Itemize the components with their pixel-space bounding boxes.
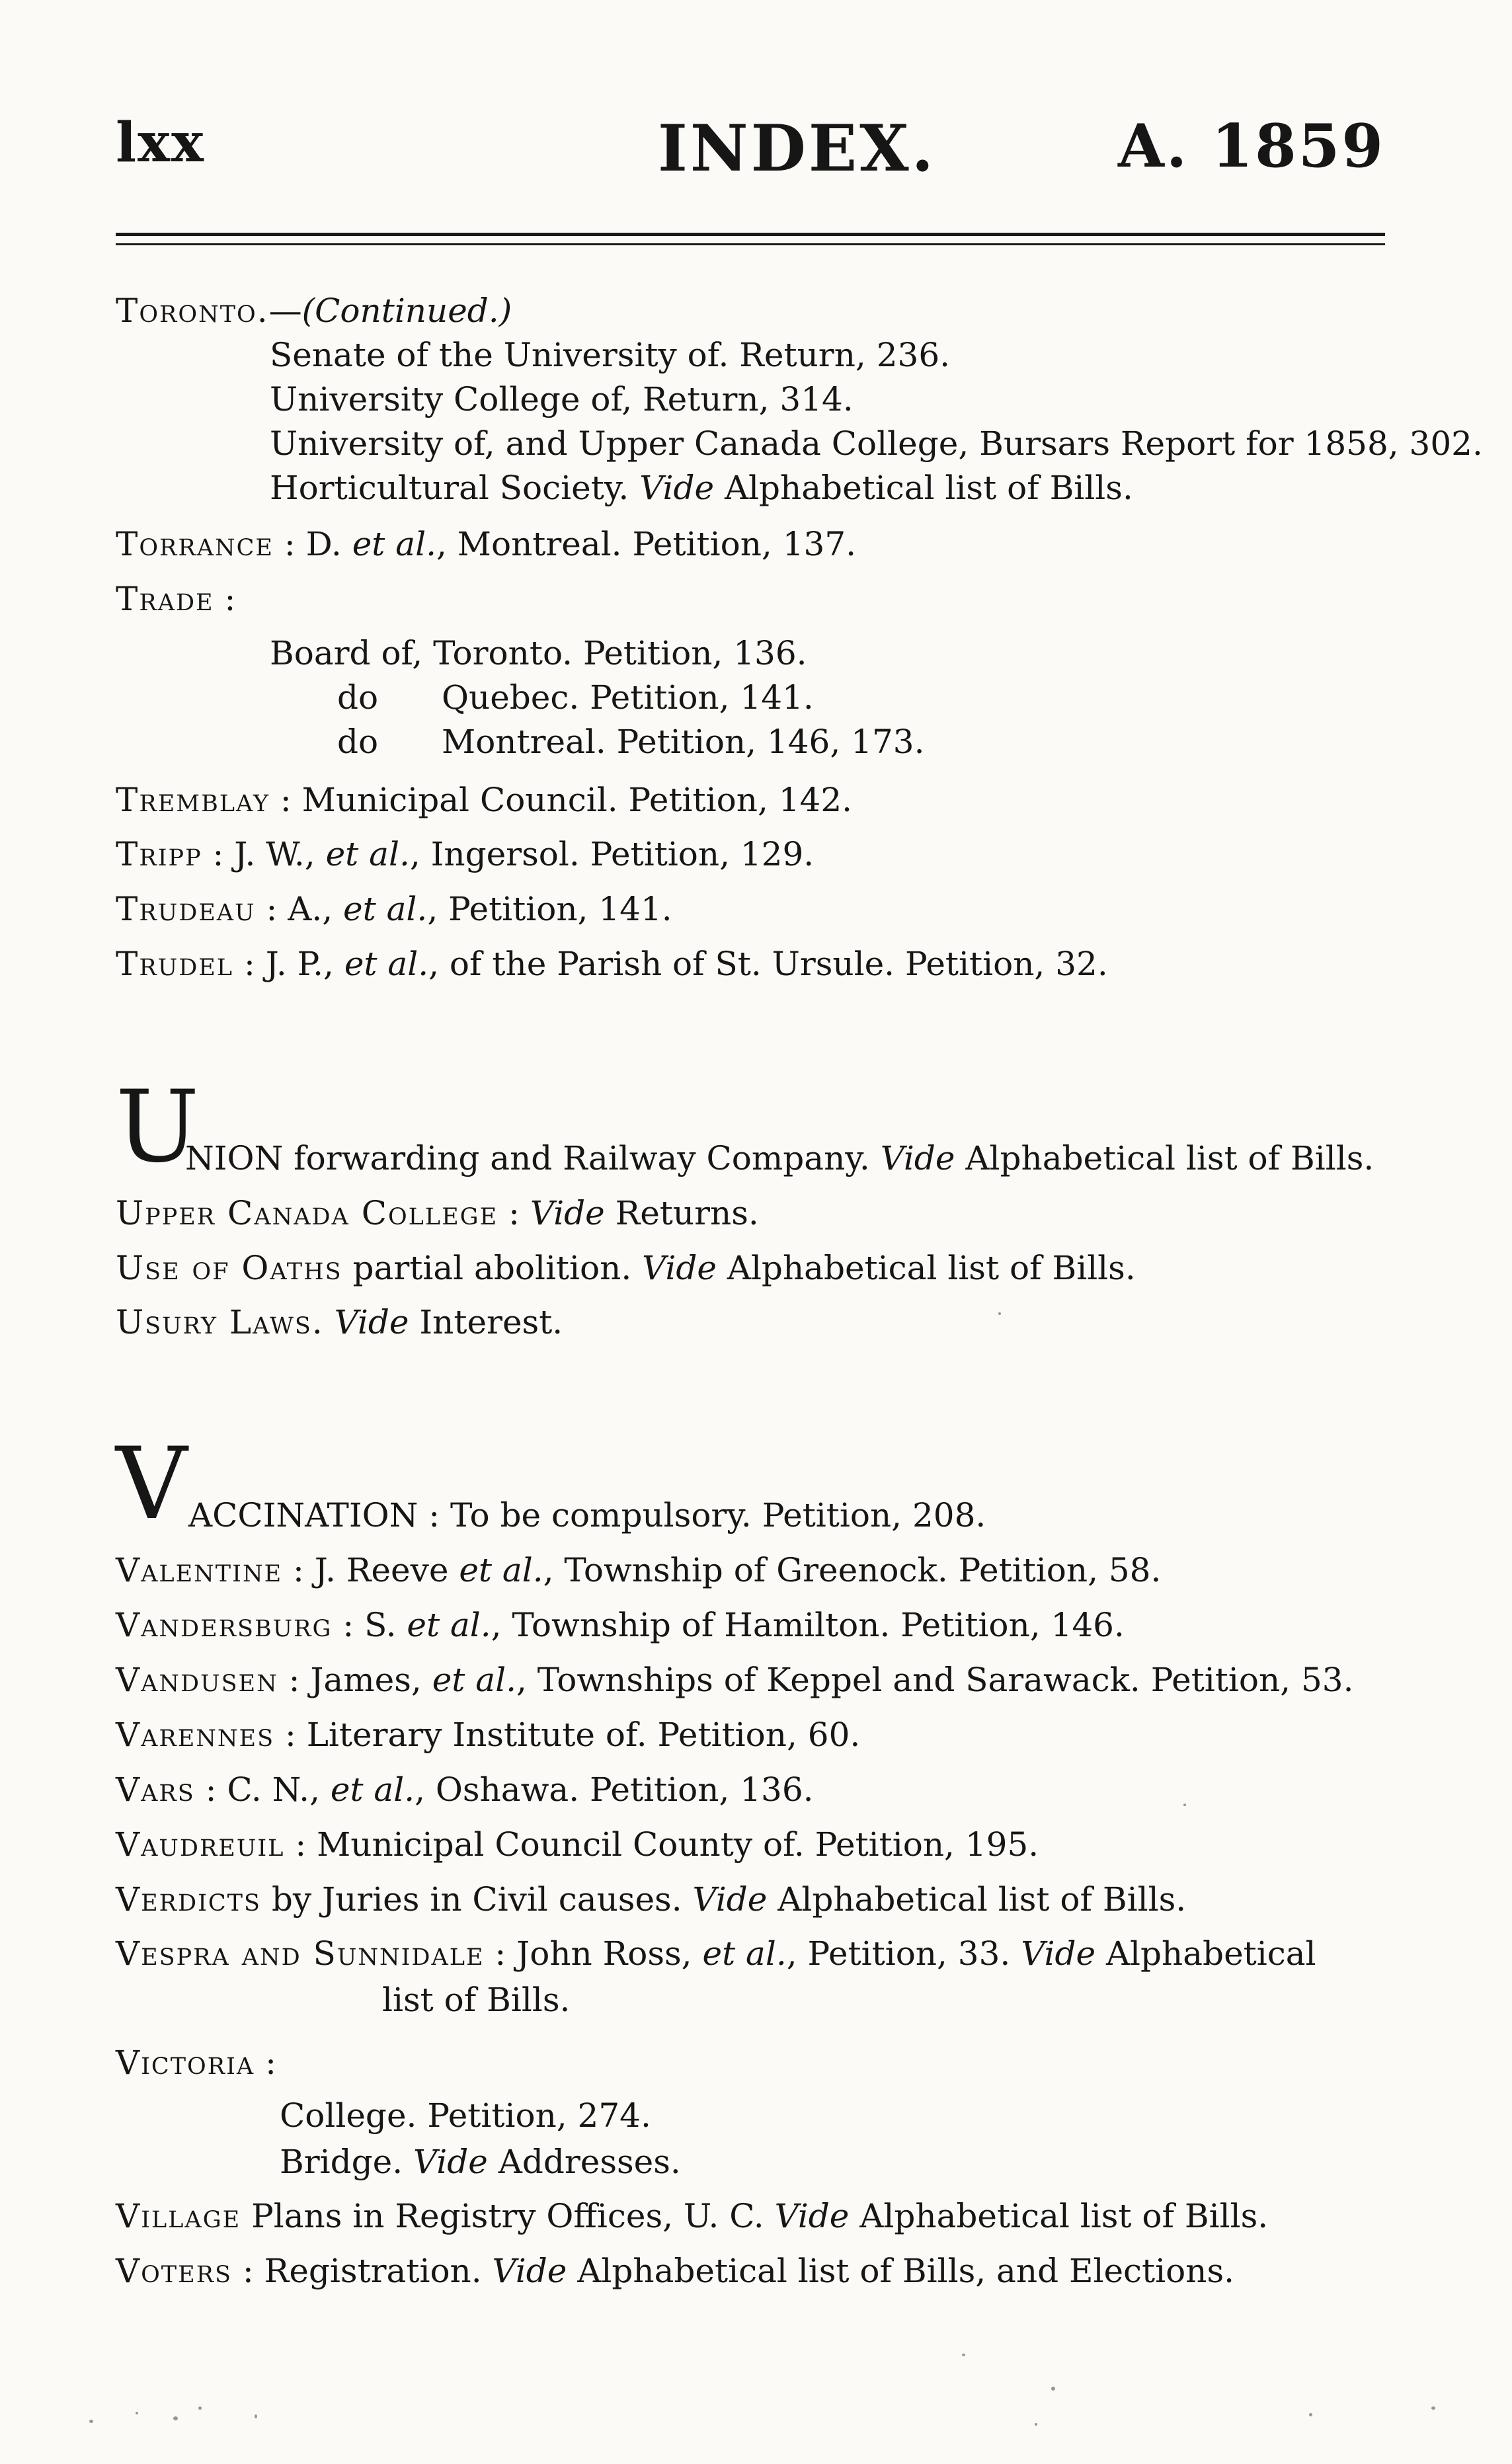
- sub-text: Bridge.: [280, 2143, 414, 2181]
- entry-continuation: list of Bills.: [382, 1981, 571, 2019]
- scan-speck: [1051, 2387, 1055, 2391]
- vide-ref: Vide: [692, 1880, 768, 1919]
- entry-head: Victoria: [116, 2044, 255, 2082]
- entry-sep: :: [214, 580, 236, 618]
- vide-ref: Vide: [774, 2197, 850, 2235]
- et-al: et al.: [325, 835, 410, 873]
- index-entry-torrance: [116, 524, 856, 564]
- sub-entry: [280, 2142, 681, 2182]
- entry-sep: :: [255, 2044, 276, 2082]
- entry-head: Vandusen: [116, 1661, 278, 1699]
- vide-ref: Vide: [639, 469, 715, 507]
- sub-entry: College. Petition, 274.: [280, 2096, 651, 2135]
- sub-text: Addresses.: [487, 2143, 681, 2181]
- entry-head: Village: [116, 2197, 241, 2235]
- entry-sep: :: [273, 525, 306, 563]
- index-entry-tripp: [116, 834, 814, 874]
- sub-text: Horticultural Society.: [270, 469, 640, 507]
- entry-head: Varennes: [116, 1716, 275, 1754]
- entry-text: A.,: [288, 890, 344, 928]
- sub-entry: Montreal. Petition, 146, 173.: [442, 723, 925, 761]
- header-rule-thin: [116, 243, 1385, 245]
- ditto-mark: do: [337, 678, 379, 717]
- entry-sep: :: [232, 2252, 264, 2290]
- scan-speck: [998, 1312, 1001, 1315]
- entry-text: by Juries in Civil causes.: [261, 1880, 693, 1919]
- entry-head: Vandersburg: [116, 1606, 333, 1644]
- et-al: et al.: [702, 1934, 787, 1973]
- entry-head: Valentine: [116, 1551, 283, 1589]
- entry-sep: :: [284, 1825, 317, 1864]
- scan-speck: [1183, 1804, 1186, 1806]
- entry-text: partial abolition.: [342, 1249, 643, 1287]
- entry-text: Alphabetical list of Bills.: [849, 2197, 1269, 2235]
- index-entry-use-of-oaths: [116, 1248, 1136, 1288]
- vide-ref: Vide: [413, 2143, 488, 2181]
- entry-head: Trudeau: [116, 890, 256, 928]
- entry-text: J. P.,: [265, 945, 344, 983]
- entry-text: D.: [305, 525, 352, 563]
- index-entry-vars: [116, 1770, 814, 1809]
- scan-speck: [1431, 2406, 1435, 2410]
- vide-ref: Vide: [642, 1249, 717, 1287]
- index-entry-victoria: [116, 2043, 276, 2083]
- scan-speck: [89, 2420, 93, 2423]
- sub-text: Alphabetical list of Bills.: [714, 469, 1133, 507]
- entry-text: Returns.: [604, 1194, 759, 1232]
- entry-head: Upper Canada College: [116, 1194, 498, 1232]
- running-head: [116, 111, 1385, 190]
- sub-entry: University College of, Return, 314.: [270, 380, 854, 418]
- entry-text: J. W.,: [234, 835, 326, 873]
- entry-text: , Petition, 141.: [427, 890, 672, 928]
- entry-text: , of the Parish of St. Ursule. Petition, 32.: [428, 945, 1108, 983]
- et-al: et al.: [344, 945, 429, 983]
- index-entry-usury-laws: [116, 1302, 563, 1342]
- entry-head: NION: [185, 1139, 284, 1177]
- entry-text: , Townships of Keppel and Sarawack. Petition, 53.: [516, 1661, 1354, 1699]
- page-title: INDEX.: [658, 111, 936, 186]
- entry-text: , Township of Greenock. Petition, 58.: [543, 1551, 1162, 1589]
- index-entry-trade: [116, 579, 235, 619]
- entry-sep: :: [418, 1496, 450, 1534]
- index-entry-trudel: [116, 944, 1108, 984]
- scan-speck: [198, 2406, 202, 2410]
- index-entry-village: [116, 2196, 1268, 2236]
- index-entry-vaudreuil: [116, 1825, 1039, 1864]
- sub-entry: University of, and Upper Canada College, Bursars Report for 1858, 302.: [270, 424, 1483, 463]
- entry-sep: :: [282, 1551, 315, 1589]
- entry-head: Vespra and Sunnidale: [116, 1934, 485, 1973]
- header-rule-thick: [116, 233, 1385, 236]
- index-entry-toronto: [116, 291, 512, 331]
- entry-head: ACCINATION: [188, 1496, 418, 1534]
- dropcap-v: V: [116, 1427, 188, 1542]
- entry-sep: —: [268, 292, 302, 330]
- sub-entry: [270, 468, 1133, 508]
- sub-entry: Board of, Toronto. Petition, 136.: [270, 634, 807, 672]
- sub-entry: Senate of the University of. Return, 236.: [270, 336, 951, 374]
- entry-head: Vaudreuil: [116, 1825, 285, 1864]
- vide-ref: Vide: [492, 2252, 567, 2290]
- index-entry-vandersburg: [116, 1605, 1125, 1645]
- sub-entry: Quebec. Petition, 141.: [442, 678, 814, 717]
- scan-speck: [962, 2354, 965, 2356]
- entry-text: To be compulsory. Petition, 208.: [450, 1496, 986, 1534]
- entry-head: Toronto.: [116, 292, 269, 330]
- entry-sep: :: [484, 1934, 517, 1973]
- entry-text: Municipal Council County of. Petition, 195.: [317, 1825, 1039, 1864]
- index-entry-voters: [116, 2251, 1234, 2291]
- entry-sep: :: [233, 945, 266, 983]
- index-entry-valentine: [116, 1550, 1161, 1590]
- entry-text: Registration.: [264, 2252, 493, 2290]
- index-entry-verdicts: [116, 1880, 1186, 1919]
- et-al: et al.: [407, 1606, 491, 1644]
- entry-text: Alphabetical list of Bills.: [955, 1139, 1374, 1177]
- entry-head: Voters: [116, 2252, 233, 2290]
- entry-head: Tremblay: [116, 781, 270, 819]
- entry-text: Municipal Council. Petition, 142.: [301, 781, 853, 819]
- entry-sep: :: [332, 1606, 365, 1644]
- scan-speck: [1035, 2423, 1037, 2426]
- entry-text: Alphabetical list of Bills.: [767, 1880, 1187, 1919]
- entry-text: , Township of Hamilton. Petition, 146.: [491, 1606, 1125, 1644]
- entry-head: Use of Oaths: [116, 1249, 342, 1287]
- entry-text: , Montreal. Petition, 137.: [436, 525, 857, 563]
- scan-speck: [255, 2414, 257, 2418]
- entry-sep: :: [498, 1194, 530, 1232]
- entry-head: Torrance: [116, 525, 274, 563]
- entry-text: [324, 1303, 335, 1341]
- index-entry-union: [185, 1138, 1374, 1178]
- entry-text: , Oshawa. Petition, 136.: [415, 1770, 814, 1809]
- entry-head: Trade: [116, 580, 214, 618]
- entry-sep: :: [278, 1661, 311, 1699]
- vide-ref: Vide: [880, 1139, 955, 1177]
- entry-head: Trudel: [116, 945, 234, 983]
- scan-speck: [173, 2416, 178, 2420]
- entry-text: J. Reeve: [314, 1551, 459, 1589]
- et-al: et al.: [432, 1661, 516, 1699]
- vide-ref: Vide: [530, 1194, 605, 1232]
- scan-speck: [1309, 2413, 1312, 2416]
- scan-speck: [136, 2412, 138, 2414]
- et-al: et al.: [343, 890, 428, 928]
- index-entry-trudeau: [116, 889, 672, 929]
- entry-text: Alphabetical list of Bills.: [716, 1249, 1136, 1287]
- et-al: et al.: [352, 525, 436, 563]
- entry-head: Verdicts: [116, 1880, 261, 1919]
- entry-text: , Petition, 33.: [786, 1934, 1021, 1973]
- index-entry-vandusen: [116, 1660, 1353, 1700]
- entry-text: C. N.,: [227, 1770, 331, 1809]
- entry-text: Plans in Registry Offices, U. C.: [241, 2197, 775, 2235]
- entry-sep: :: [270, 781, 302, 819]
- index-entry-upper-canada-college: [116, 1193, 759, 1233]
- index-entry-varennes: [116, 1715, 860, 1755]
- entry-sep: :: [202, 835, 235, 873]
- entry-text: forwarding and Railway Company.: [283, 1139, 881, 1177]
- entry-text: Interest.: [409, 1303, 563, 1341]
- page-number: lxx: [116, 111, 205, 175]
- index-entry-vespra-and-sunnidale: [116, 1934, 1316, 1973]
- entry-head: Vars: [116, 1770, 195, 1809]
- vide-ref: Vide: [334, 1303, 409, 1341]
- entry-text: Literary Institute of. Petition, 60.: [306, 1716, 861, 1754]
- et-al: et al.: [459, 1551, 543, 1589]
- et-al: et al.: [330, 1770, 415, 1809]
- entry-sep: :: [255, 890, 288, 928]
- vide-ref: Vide: [1021, 1934, 1096, 1973]
- ditto-mark: do: [337, 723, 379, 761]
- index-entry-tremblay: [116, 780, 852, 820]
- continued-label: (Continued.): [301, 292, 512, 330]
- entry-sep: :: [194, 1770, 227, 1809]
- dropcap-u: U: [116, 1070, 200, 1185]
- entry-text: Alphabetical: [1095, 1934, 1316, 1973]
- entry-head: Usury Laws.: [116, 1303, 324, 1341]
- year-label: A. 1859: [1118, 111, 1385, 181]
- entry-text: , Ingersol. Petition, 129.: [409, 835, 815, 873]
- entry-sep: :: [274, 1716, 307, 1754]
- index-entry-vaccination: [188, 1495, 986, 1535]
- entry-text: John Ross,: [516, 1934, 703, 1973]
- entry-text: S.: [364, 1606, 407, 1644]
- entry-text: Alphabetical list of Bills, and Elections.: [567, 2252, 1234, 2290]
- entry-head: Tripp: [116, 835, 202, 873]
- entry-text: James,: [310, 1661, 432, 1699]
